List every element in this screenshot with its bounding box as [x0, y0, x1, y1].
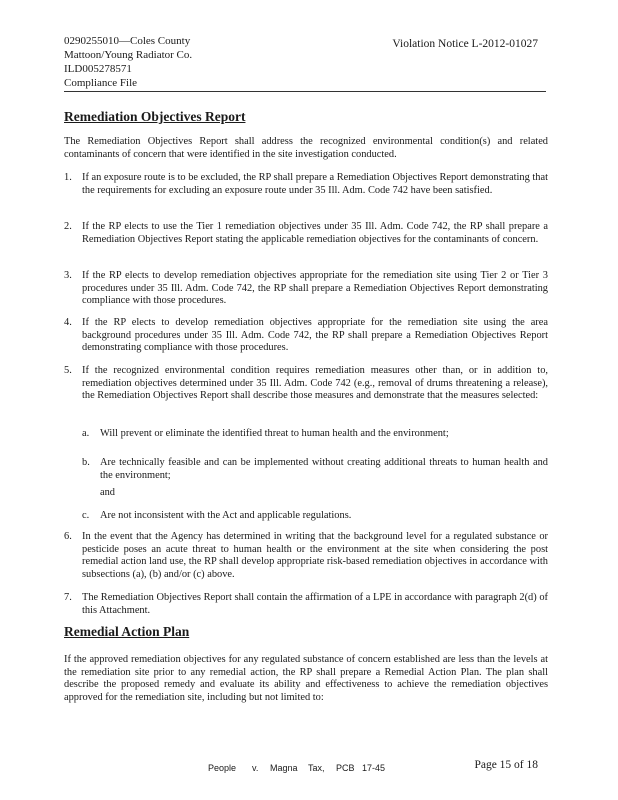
lettered-subitem	[82, 510, 548, 523]
footer-case-part: People	[208, 763, 237, 773]
item-number: 6.	[64, 531, 72, 542]
section-heading-remedial-action-plan: Remedial Action Plan	[64, 624, 190, 639]
item-text: If the RP elects to use the Tier 1 remediation objectives under 35 Ill. Adm. Code 742, the RP shall prepare a Remediation Objectives Report stating the applicable remediation objectives for the contaminants of concern.	[82, 221, 548, 245]
numbered-item	[64, 365, 548, 403]
subitem-letter: a.	[82, 428, 90, 439]
item-number: 7.	[64, 592, 72, 603]
section-intro-paragraph: If the approved remediation objectives for any regulated substance of concern established are less than the levels at the remediation site prior to any remedial action, the RP shall prepare a Remedial Action Plan. The plan shall describe the proposed remedy and evaluate its ability and effectiveness to achieve the remediation objectives approved for the remediation site, including but not limited to:	[64, 654, 548, 703]
numbered-item	[64, 531, 548, 581]
numbered-item	[64, 317, 548, 355]
footer-case-part: Tax,	[308, 763, 325, 773]
item-number: 4.	[64, 317, 72, 328]
item-text: The Remediation Objectives Report shall contain the affirmation of a LPE in accordance with paragraph 2(d) of this Attachment.	[82, 592, 548, 616]
lettered-subitem	[82, 428, 548, 441]
item-text: If the recognized environmental condition requires remediation measures other than, or in addition to, remediation objectives determined under 35 Ill. Adm. Code 742 (e.g., removal of drums threatening a release), the Remediation Objectives Report shall describe those measures and demonstrate that the measures selected:	[82, 365, 548, 402]
section-heading-remediation-objectives: Remediation Objectives Report	[64, 109, 246, 124]
page-number: Page 15 of 18	[474, 759, 538, 771]
header-line: Mattoon/Young Radiator Co.	[64, 49, 193, 61]
footer-case-part: Magna	[270, 763, 298, 773]
numbered-item	[64, 270, 548, 308]
footer-case-part: PCB	[336, 763, 355, 773]
subitem-letter: b.	[82, 457, 90, 468]
violation-notice-number: Violation Notice L-2012-01027	[392, 38, 538, 50]
numbered-item	[64, 592, 548, 617]
item-text: If the RP elects to develop remediation objectives appropriate for the remediation site using the area background procedures under 35 Ill. Adm. Code 742, the RP shall prepare a Remediation Objectives Report demonstrating compliance with those procedures.	[82, 317, 548, 354]
item-text: If the RP elects to develop remediation objectives appropriate for the remediation site using Tier 2 or Tier 3 procedures under 35 Ill. Adm. Code 742, the RP shall prepare a Remediation Objectives Report demonstrating compliance with those procedures.	[82, 270, 548, 307]
header-line: Compliance File	[64, 77, 138, 89]
footer-case-part: 17-45	[362, 763, 386, 773]
numbered-item	[64, 221, 548, 246]
subitem-text: and	[100, 487, 116, 498]
item-text: In the event that the Agency has determined in writing that the background level for a regulated substance or pesticide poses an acute threat to human health or the environment at the site when considering the post remedial action land use, the RP shall develop appropriate risk-based remediation objectives in accordance with subsections (a), (b) and/or (c) above.	[82, 531, 548, 580]
item-number: 3.	[64, 270, 72, 281]
item-number: 1.	[64, 172, 72, 183]
numbered-item	[64, 172, 548, 197]
subitem-connector	[82, 487, 548, 500]
header-line: ILD005278571	[64, 63, 132, 75]
header-divider	[64, 91, 546, 92]
subitem-text: Are technically feasible and can be implemented without creating additional threats to human health and the environment;	[100, 457, 548, 481]
item-number: 5.	[64, 365, 72, 376]
subitem-text: Are not inconsistent with the Act and applicable regulations.	[100, 510, 352, 521]
subitem-text: Will prevent or eliminate the identified threat to human health and the environment;	[100, 428, 449, 439]
item-text: If an exposure route is to be excluded, the RP shall prepare a Remediation Objectives Report demonstrating that the requirements for excluding an exposure route under 35 Ill. Adm. Code 742 have been satisfied.	[82, 172, 548, 196]
item-number: 2.	[64, 221, 72, 232]
header-file-info	[64, 34, 192, 90]
subitem-letter: c.	[82, 510, 90, 521]
lettered-subitem	[82, 457, 548, 482]
section-intro-paragraph: The Remediation Objectives Report shall address the recognized environmental condition(s) and related contaminants of concern that were identified in the site investigation conducted.	[64, 136, 548, 160]
header-line: 0290255010—Coles County	[64, 35, 191, 47]
footer-case-part: v.	[252, 763, 259, 773]
